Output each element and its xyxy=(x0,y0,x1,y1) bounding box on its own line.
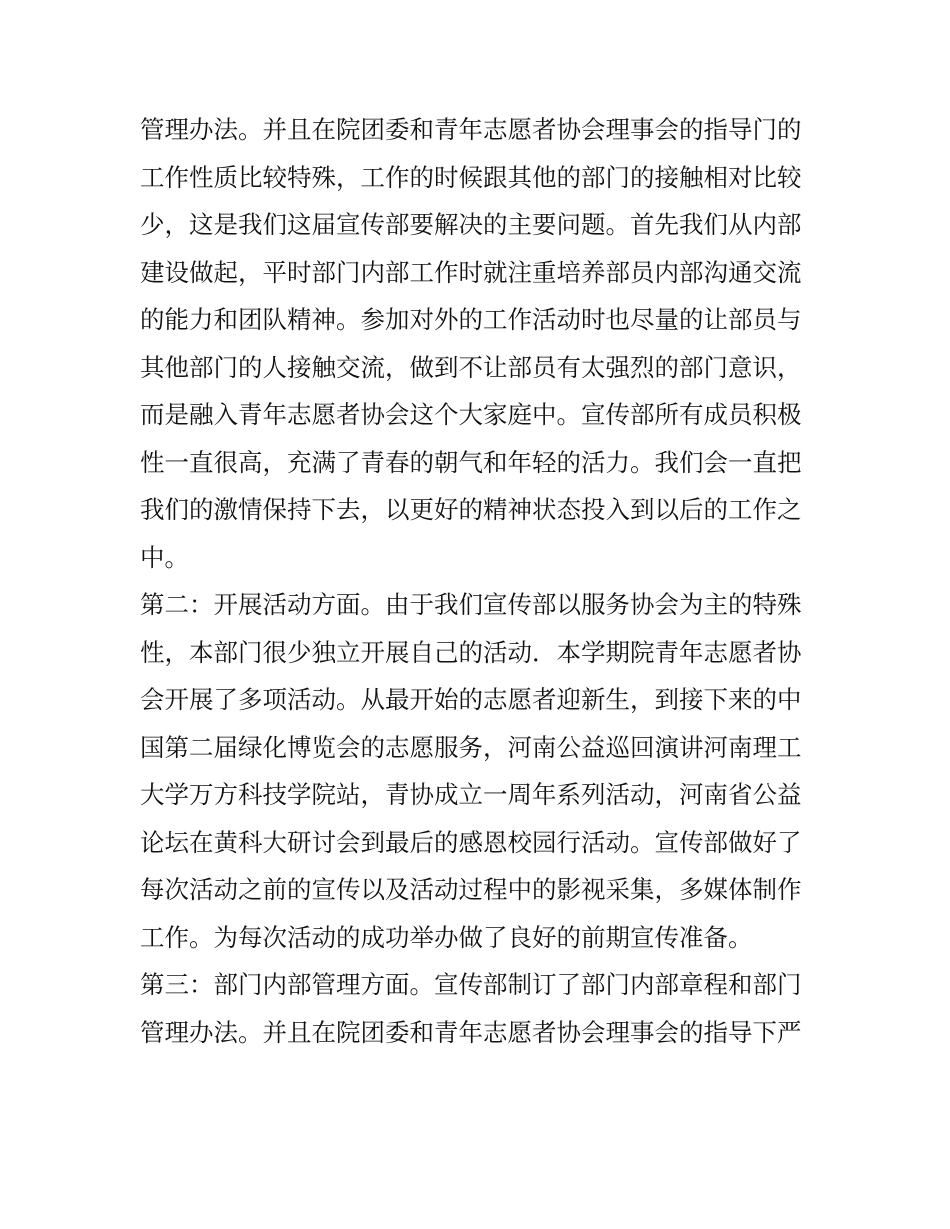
text-line: 国第二届绿化博览会的志愿服务，河南公益巡回演讲河南理工 xyxy=(140,732,802,762)
text-line: 管理办法。并且在院团委和青年志愿者协会理事会的指导门的 xyxy=(140,115,802,144)
section-heading-line: 第二：开展活动方面。由于我们宣传部以服务协会为主的特殊 xyxy=(140,590,802,619)
text-line: 我们的激情保持下去，以更好的精神状态投入到以后的工作之 xyxy=(140,495,802,524)
text-line: 工作性质比较特殊，工作的时候跟其他的部门的接触相对比较 xyxy=(140,162,802,192)
text-line: 论坛在黄科大研讨会到最后的感恩校园行活动。宣传部做好了 xyxy=(140,827,802,857)
text-line: 中。 xyxy=(140,542,189,572)
text-line: 而是融入青年志愿者协会这个大家庭中。宣传部所有成员积极 xyxy=(140,400,802,429)
text-line: 其他部门的人接触交流，做到不让部员有太强烈的部门意识， xyxy=(140,352,802,382)
text-line: 建设做起，平时部门内部工作时就注重培养部员内部沟通交流 xyxy=(140,257,802,287)
body-text xyxy=(140,106,820,1056)
text-line: 少，这是我们这届宣传部要解决的主要问题。首先我们从内部 xyxy=(140,210,802,239)
text-line: 大学万方科技学院站，青协成立一周年系列活动，河南省公益 xyxy=(140,780,802,809)
text-line: 性，本部门很少独立开展自己的活动．本学期院青年志愿者协 xyxy=(140,637,802,667)
text-line: 性一直很高，充满了青春的朝气和年轻的活力。我们会一直把 xyxy=(140,447,802,477)
text-line: 每次活动之前的宣传以及活动过程中的影视采集，多媒体制作 xyxy=(140,875,802,904)
section-heading-line: 第三：部门内部管理方面。宣传部制订了部门内部章程和部门 xyxy=(140,970,802,999)
text-line: 管理办法。并且在院团委和青年志愿者协会理事会的指导下严 xyxy=(140,1017,802,1047)
text-line: 工作。为每次活动的成功举办做了良好的前期宣传准备。 xyxy=(140,922,753,952)
text-line: 的能力和团队精神。参加对外的工作活动时也尽量的让部员与 xyxy=(140,305,802,334)
text-line: 会开展了多项活动。从最开始的志愿者迎新生，到接下来的中 xyxy=(140,685,802,714)
